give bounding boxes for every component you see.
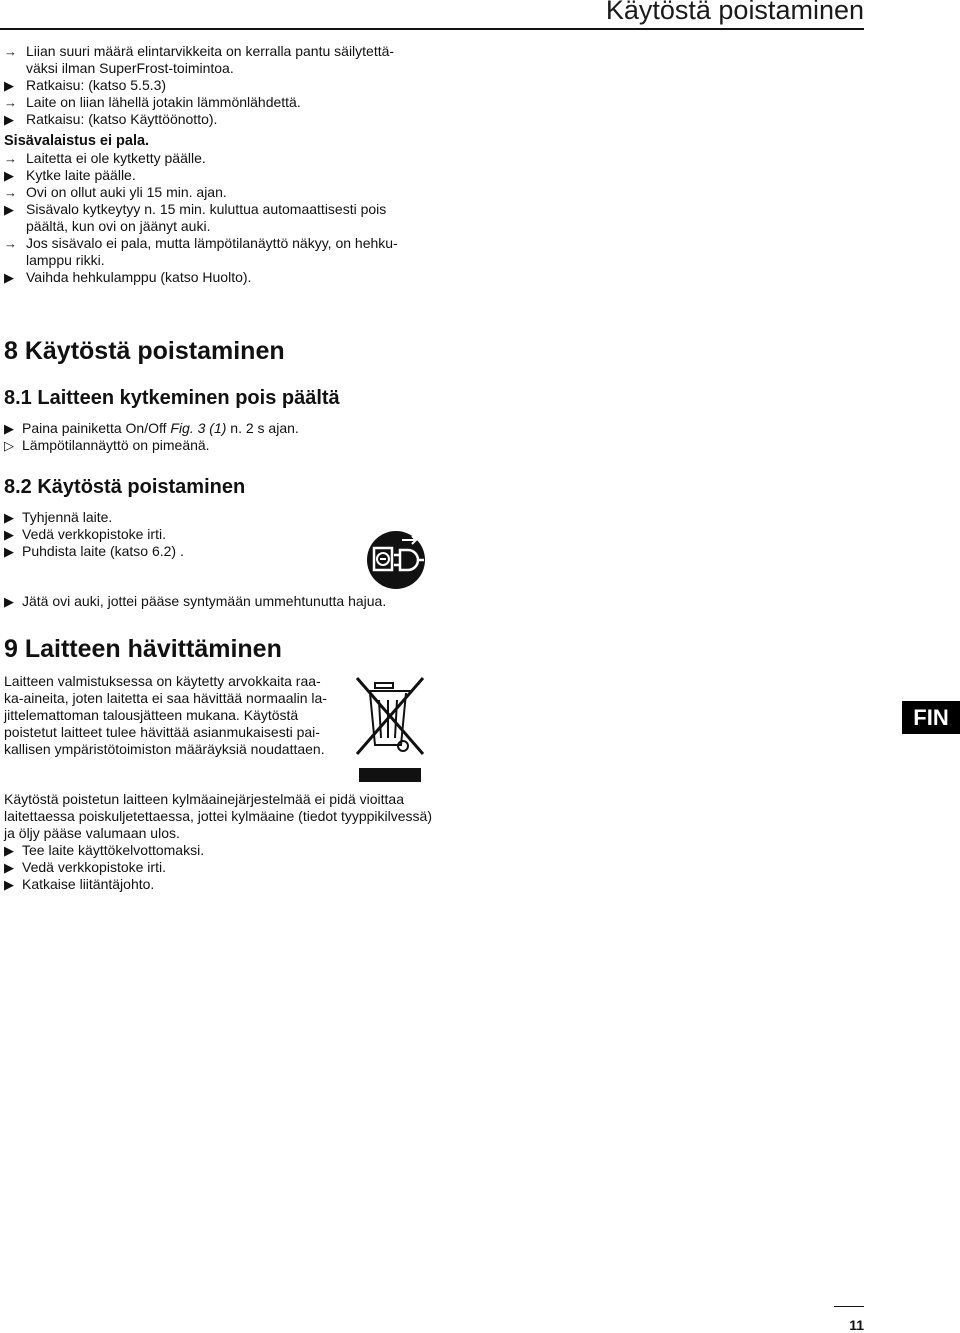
list-item: ▶ Vedä verkkopistoke irti. (4, 859, 166, 875)
list-item: ▶ Vaihda hehkulamppu (katso Huolto). (4, 269, 252, 285)
list-item: ▶ Vedä verkkopistoke irti. (4, 526, 166, 542)
step-triangle-icon: ▶ (4, 202, 14, 217)
figure-reference: Fig. 3 (1) (170, 420, 227, 436)
list-item: ▶ Sisävalo kytkeytyy n. 15 min. kuluttua automaattisesti pois päältä, kun ovi on jäänyt auki. (4, 201, 387, 234)
section-heading-8: 8 Käytöstä poistaminen (4, 337, 285, 365)
step-triangle-icon: ▶ (4, 843, 14, 858)
subsection-heading-8-2: 8.2 Käytöstä poistaminen (4, 476, 246, 498)
list-item: ▶ Tee laite käyttökelvottomaksi. (4, 842, 205, 858)
list-item: → Laitetta ei ole kytketty päälle. (4, 150, 206, 166)
unplug-icon (366, 530, 426, 590)
header-rule (0, 28, 864, 30)
subheading-lighting: Sisävalaistus ei pala. (4, 133, 150, 149)
list-item: → Ovi on ollut auki yli 15 min. ajan. (4, 184, 227, 200)
step-triangle-icon: ▶ (4, 112, 14, 127)
list-item: ▷ Lämpötilannäyttö on pimeänä. (4, 437, 210, 453)
running-header-title: Käytöstä poistaminen (605, 0, 864, 25)
list-item: ▶ Ratkaisu: (katso 5.5.3) (4, 77, 167, 93)
step-triangle-icon: ▶ (4, 78, 14, 93)
arrow-icon: → (4, 151, 17, 166)
step-triangle-icon: ▶ (4, 527, 14, 542)
list-item: ▶ Katkaise liitäntäjohto. (4, 876, 155, 892)
switch-off-steps (4, 420, 434, 454)
list-item: ▶ Tyhjennä laite. (4, 509, 113, 525)
footer-rule (834, 1306, 864, 1307)
step-triangle-icon: ▶ (4, 421, 14, 436)
step-triangle-icon: ▶ (4, 860, 14, 875)
list-item: ▶ Jätä ovi auki, jottei pääse syntymään ummehtunutta hajua. (4, 593, 387, 609)
disposal-paragraph: Laitteen valmistuksessa on käytetty arvokkaita raa- ka-aineita, joten laitetta ei saa hävittää normaalin la- jittelemattoman talousjätteen mukana. Käytöstä poistetut laitteet tulee hävittää asianmukaisesti pai- kallisen ympäristötoimiston määräyksiä noudattaen. (4, 673, 327, 757)
step-triangle-icon: ▶ (4, 594, 14, 609)
list-item: ▶ Paina painiketta On/Off Fig. 3 (1) n. 2 s ajan. (4, 420, 299, 436)
step-triangle-icon: ▶ (4, 877, 14, 892)
section-heading-9: 9 Laitteen hävittäminen (4, 635, 282, 663)
result-triangle-icon: ▷ (4, 438, 14, 453)
decommission-steps (4, 509, 424, 610)
top-list (4, 43, 434, 286)
refrigerant-paragraph: Käytöstä poistetun laitteen kylmäainejärjestelmää ei pidä vioittaa laitettaessa poiskuljetettaessa, jottei kylmäaine (tiedot tyyppikilvessä) ja öljy pääse valumaan ulos. ▶ Tee laite käyttökelvottomaksi. ▶ Vedä verkkopistoke irti. ▶ Katkaise liitäntäjohto. (4, 791, 434, 893)
arrow-icon: → (4, 44, 17, 59)
page-number: 11 (849, 1317, 864, 1333)
language-tab: FIN (902, 701, 960, 734)
list-item: ▶ Kytke laite päälle. (4, 167, 136, 183)
step-triangle-icon: ▶ (4, 510, 14, 525)
list-item: → Liian suuri määrä elintarvikkeita on kerralla pantu säilytettä- väksi ilman SuperFrost-toimintoa. (4, 43, 395, 76)
arrow-icon: → (4, 185, 17, 200)
step-triangle-icon: ▶ (4, 270, 14, 285)
list-item: ▶ Puhdista laite (katso 6.2) . (4, 543, 184, 559)
arrow-icon: → (4, 95, 17, 110)
list-item: → Laite on liian lähellä jotakin lämmönlähdettä. (4, 94, 301, 110)
crossed-out-bin-icon (355, 674, 425, 784)
subsection-heading-8-1: 8.1 Laitteen kytkeminen pois päältä (4, 387, 340, 409)
step-triangle-icon: ▶ (4, 168, 14, 183)
arrow-icon: → (4, 236, 17, 251)
list-item: ▶ Ratkaisu: (katso Käyttöönotto). (4, 111, 218, 127)
list-item: → Jos sisävalo ei pala, mutta lämpötilanäyttö näkyy, on hehku- lamppu rikki. (4, 235, 398, 268)
step-triangle-icon: ▶ (4, 544, 14, 559)
